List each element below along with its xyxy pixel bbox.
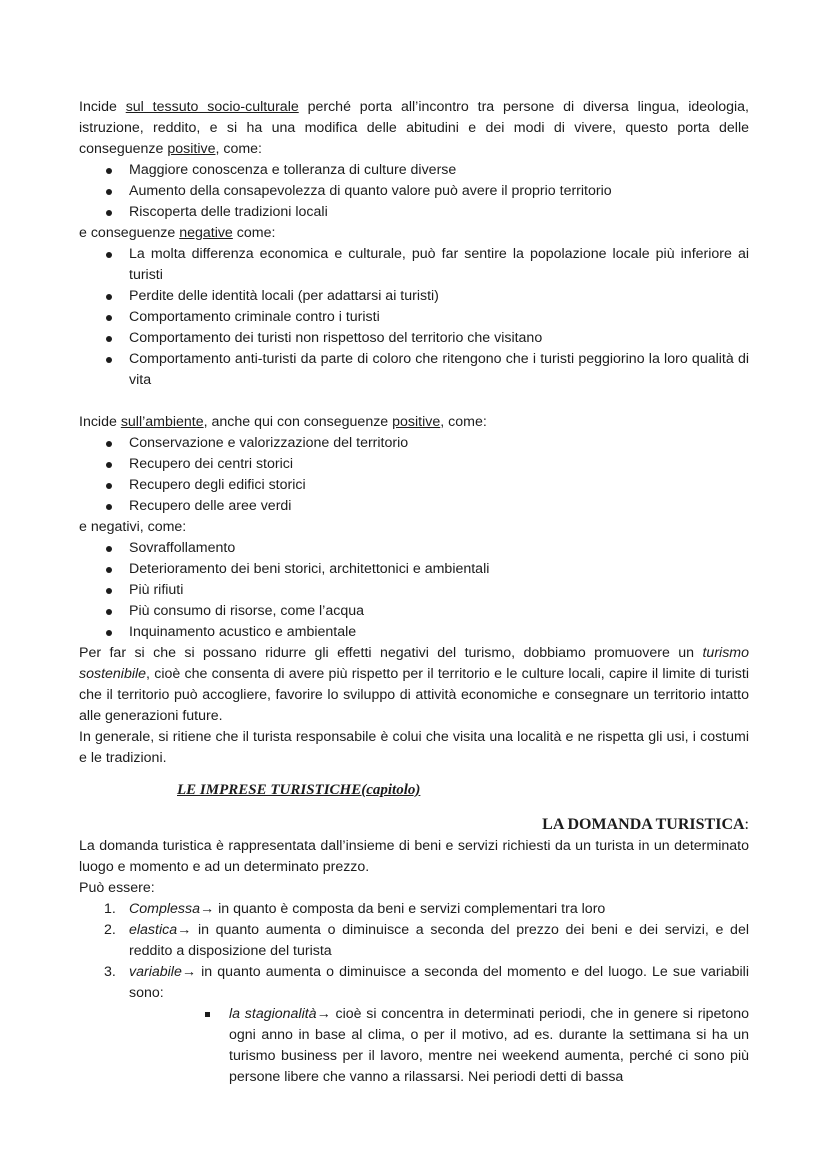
- ambiente-intro: Incide sull’ambiente, anche qui con conseguenze positive, come:: [79, 414, 487, 430]
- section-title: LA DOMANDA TURISTICA:: [542, 816, 749, 833]
- italic-term: Complessa: [129, 901, 200, 917]
- ambiente-positives-list: [79, 433, 749, 517]
- socio-intro: Incide sul tessuto socio-culturale perché porta all’incontro tra persone di diversa lingua, ideologia, istruzione, reddito, e si ha una modifica delle abitudini e dei modi di vivere, questo porta delle conseguenze positive, come:: [79, 99, 749, 157]
- italic-term: la stagionalità: [229, 1006, 317, 1022]
- list-item: Comportamento dei turisti non rispettoso del territorio che visitano: [79, 328, 749, 349]
- ambiente-negatives-intro: e negativi, come:: [79, 519, 187, 535]
- list-item: La molta differenza economica e culturale, può far sentire la popolazione locale più inferiore ai turisti: [79, 244, 749, 286]
- document-page: [79, 97, 749, 1088]
- socio-positives-list: [79, 160, 749, 223]
- list-item: Sovraffollamento: [79, 538, 749, 559]
- underlined-term: positive: [167, 141, 216, 157]
- list-item: Aumento della consapevolezza di quanto valore può avere il proprio territorio: [79, 181, 749, 202]
- underlined-term: negative: [179, 225, 233, 241]
- list-item: Più consumo di risorse, come l’acqua: [79, 601, 749, 622]
- socio-negatives-list: [79, 244, 749, 391]
- responsible-tourist-paragraph: In generale, si ritiene che il turista responsabile è colui che visita una località e ne rispetta gli usi, i costumi e le tradizioni.: [79, 729, 749, 766]
- list-item: Conservazione e valorizzazione del territorio: [79, 433, 749, 454]
- list-item: 1. Complessa→ in quanto è composta da beni e servizi complementari tra loro: [104, 901, 606, 917]
- list-item: Maggiore conoscenza e tolleranza di culture diverse: [79, 160, 749, 181]
- list-item: Comportamento anti-turisti da parte di coloro che ritengono che i turisti peggiorino la loro qualità di vita: [79, 349, 749, 391]
- underlined-term: sull’ambiente: [120, 414, 204, 430]
- list-item: la stagionalità→ cioè si concentra in determinati periodi, che in genere si ripetono ogni anno in base al clima, o per il motivo, ad es. durante la settimana si ha un turismo business per il lavoro, mentre nei weekend aumenta, perché ci sono più persone libere che vanno a rilassarsi. Nei periodi detti di bassa: [79, 1004, 749, 1088]
- list-item: Più rifiuti: [79, 580, 749, 601]
- puo-essere-label: Può essere:: [79, 880, 155, 896]
- list-item: Recupero delle aree verdi: [79, 496, 749, 517]
- list-item: Comportamento criminale contro i turisti: [79, 307, 749, 328]
- arrow-icon: →: [316, 1006, 331, 1022]
- spacer: [79, 391, 749, 412]
- chapter-title: LE IMPRESE TURISTICHE(capitolo): [177, 782, 421, 798]
- ambiente-negatives-list: [79, 538, 749, 643]
- list-item: Recupero dei centri storici: [79, 454, 749, 475]
- underlined-term: sul tessuto socio-culturale: [125, 99, 299, 115]
- underlined-term: positive: [392, 414, 441, 430]
- list-item: Inquinamento acustico e ambientale: [79, 622, 749, 643]
- italic-term: elastica: [129, 922, 178, 938]
- variabili-list: [79, 1004, 749, 1088]
- arrow-icon: →: [177, 922, 192, 938]
- arrow-icon: →: [181, 964, 197, 980]
- domanda-definition: La domanda turistica è rappresentata dall’insieme di beni e servizi richiesti da un turista in un determinato luogo e momento e ad un determinato prezzo.: [79, 838, 749, 875]
- arrow-icon: →: [199, 901, 215, 917]
- socio-negatives-intro: e conseguenze negative come:: [79, 225, 276, 241]
- italic-term: variabile: [129, 964, 182, 980]
- list-item: Recupero degli edifici storici: [79, 475, 749, 496]
- list-item: Deterioramento dei beni storici, architettonici e ambientali: [79, 559, 749, 580]
- list-item: Riscoperta delle tradizioni locali: [79, 202, 749, 223]
- domanda-characteristics-list: [79, 899, 749, 1004]
- list-item: 2. elastica→ in quanto aumenta o diminuisce a seconda del prezzo dei beni e dei servizi, e del reddito a disposizione del turista: [104, 922, 749, 959]
- list-item: 3. variabile→ in quanto aumenta o diminuisce a seconda del momento e del luogo. Le sue variabili sono:: [104, 964, 749, 1001]
- list-item: Perdite delle identità locali (per adattarsi ai turisti): [79, 286, 749, 307]
- italic-term: turismo sostenibile: [79, 645, 749, 682]
- sustainable-tourism-paragraph: Per far si che si possano ridurre gli effetti negativi del turismo, dobbiamo promuovere un turismo sostenibile, cioè che consenta di avere più rispetto per il territorio e le culture locali, capire il limite di turisti che il territorio può accogliere, favorire lo sviluppo di attività economiche e consegnare un territorio intatto alle generazioni future.: [79, 645, 749, 724]
